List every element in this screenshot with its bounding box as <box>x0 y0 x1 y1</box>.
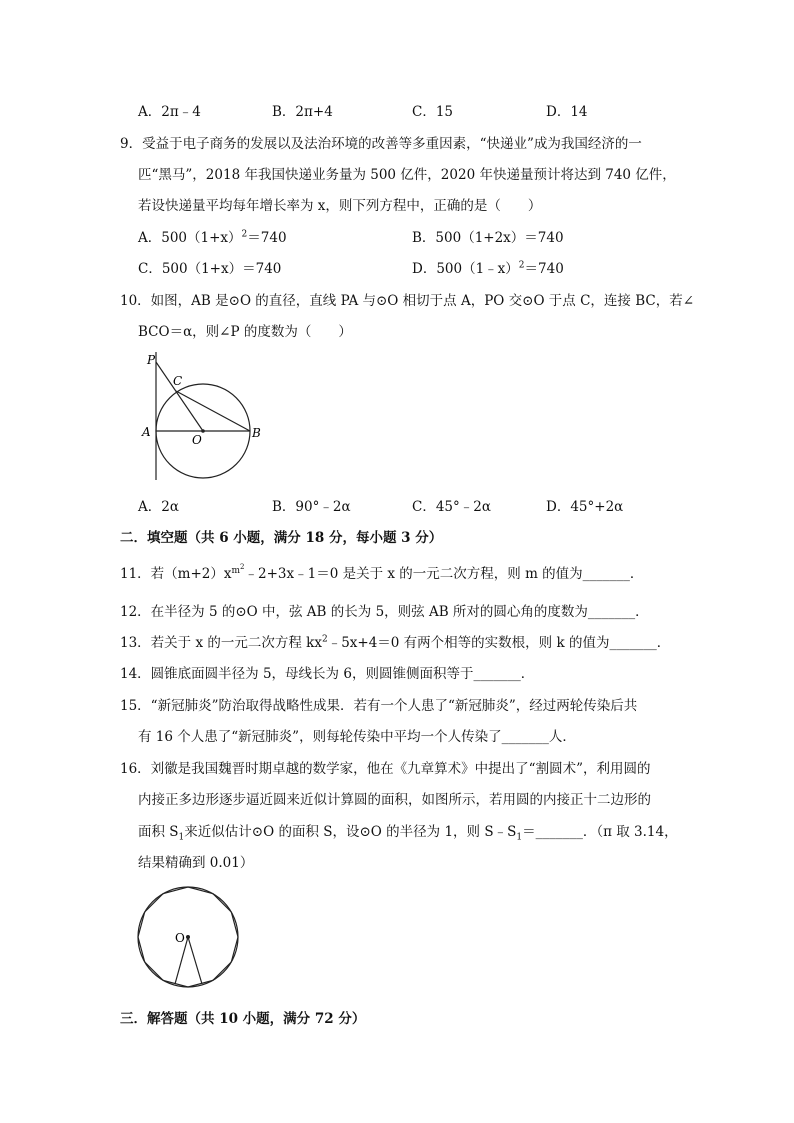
q16-label-o: O <box>175 931 185 945</box>
q10-label-a: A <box>142 425 151 439</box>
q11: 11．若$(m+2)x^{m^2}﹣2+3x﹣1=0$ 是关于 x 的一元二次方程，则 m 的值为_______． <box>120 562 644 582</box>
q10-line-1: 10．如图，AB 是⊙O 的直径，直线 PA 与⊙O 相切于点 A，PO 交⊙O 于点 C，连接 BC，若∠ <box>120 293 695 309</box>
q10-option-c: C．45°﹣2α <box>412 499 491 515</box>
q10-option-d: D．45°+2α <box>546 499 624 515</box>
q16-line-2: 内接正多边形逐步逼近圆来近似计算圆的面积，如图所示，若用圆的内接正十二边形的 <box>138 792 651 808</box>
q10-option-b: B．90°﹣2α <box>272 499 351 515</box>
q16-line-3: 面积 $S_1$来近似估计⊙O 的面积 S，设⊙O 的半径为 1，则 $S﹣S_1=\_\_\_\_\_\_\_$．（π 取 3.14， <box>138 824 678 843</box>
q15-line-1: 15．“新冠肺炎”防治取得战略性成果．若有一个人患了“新冠肺炎”，经过两轮传染后共 <box>120 698 638 714</box>
q9-line-3: 若设快递量平均每年增长率为 x，则下列方程中，正确的是（ ） <box>138 198 542 214</box>
q9-line-1: 9．受益于电子商务的发展以及法治环境的改善等多重因素，“快递业”成为我国经济的一 <box>120 136 642 152</box>
q10-label-o: O <box>192 433 202 447</box>
section-3-title: 三．解答题（共 10 小题，满分 72 分） <box>120 1011 366 1027</box>
q12: 12．在半径为 5 的⊙O 中，弦 AB 的长为 5，则弦 AB 所对的圆心角的度数为_______． <box>120 604 649 620</box>
q15-line-2: 有 16 个人患了“新冠肺炎”，则每轮传染中平均一个人传染了_______人． <box>138 729 576 745</box>
q16-line-1: 16．刘徽是我国魏晋时期卓越的数学家，他在《九章算术》中提出了“割圆术”，利用圆的 <box>120 761 651 777</box>
q13: 13．若关于 x 的一元二次方程 $kx^2﹣5x+4=0$ 有两个相等的实数根，则 k 的值为_______． <box>120 634 671 651</box>
q10-label-p: P <box>147 353 156 367</box>
q10-label-b: B <box>252 426 261 440</box>
q9-option-b: B．500（1+2x）＝740 <box>412 230 564 246</box>
q10-line-po <box>156 362 203 431</box>
q16-radius-2 <box>188 937 202 984</box>
q10-label-c: C <box>173 374 183 388</box>
q16-center-dot <box>186 935 190 939</box>
section-2-title: 二．填空题（共 6 小题，满分 18 分，每小题 3 分） <box>120 530 443 546</box>
q8-option-c: C．15 <box>412 104 454 120</box>
q10-circle-figure <box>130 348 280 488</box>
q9-line-2: 匹“黑马”，2018 年我国快递业务量为 500 亿件，2020 年快递量预计将达到 740 亿件， <box>138 167 676 183</box>
q8-option-a: A．2π﹣4 <box>138 104 201 120</box>
q14: 14．圆锥底面圆半径为 5，母线长为 6，则圆锥侧面积等于_______． <box>120 666 535 682</box>
q8-option-b: B．2π+4 <box>272 104 333 120</box>
q16-dodecagon-figure <box>130 880 250 992</box>
q10-line-2: BCO＝α，则∠P 的度数为（ ） <box>138 324 352 340</box>
q9-option-d: D．500（1﹣x）$^2$＝740 <box>412 260 564 277</box>
q9-option-a: A．$500(1+x)^2=740$ <box>138 229 287 246</box>
q10-option-a: A．2α <box>138 499 179 515</box>
q9-option-c: C．500（1+x）＝740 <box>138 261 282 277</box>
q16-line-4: 结果精确到 0.01） <box>138 855 254 871</box>
q10-line-bc <box>176 391 250 431</box>
q8-option-d: D．14 <box>546 104 588 120</box>
